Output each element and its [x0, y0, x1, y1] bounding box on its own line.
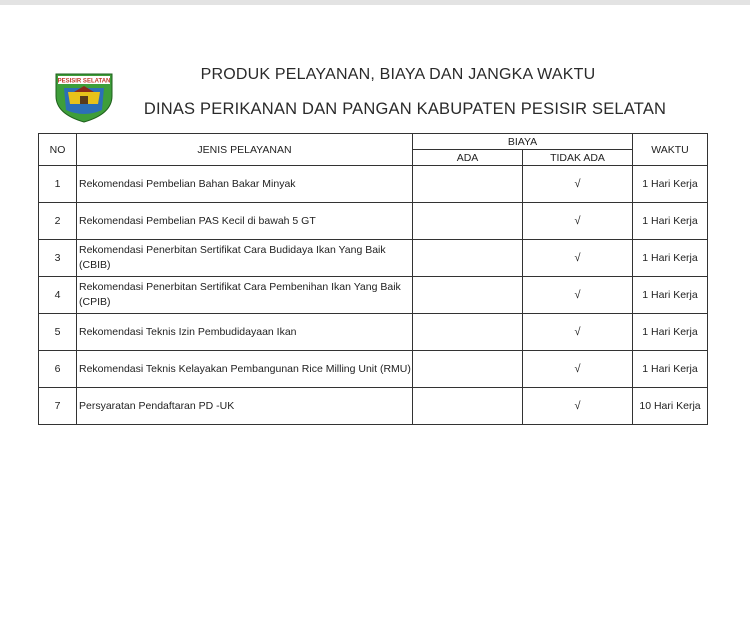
row-jenis: Rekomendasi Teknis Izin Pembudidayaan Ikan: [77, 314, 413, 351]
row-jenis: Rekomendasi Penerbitan Sertifikat Cara Pembenihan Ikan Yang Baik (CPIB): [77, 277, 413, 314]
row-jenis: Rekomendasi Teknis Kelayakan Pembangunan Rice Milling Unit (RMU): [77, 351, 413, 388]
top-edge: [0, 0, 750, 5]
row-tidak-ada: √: [523, 240, 633, 277]
row-waktu: 1 Hari Kerja: [633, 203, 708, 240]
row-waktu: 1 Hari Kerja: [633, 240, 708, 277]
row-jenis: Rekomendasi Penerbitan Sertifikat Cara Budidaya Ikan Yang Baik (CBIB): [77, 240, 413, 277]
row-ada: [413, 203, 523, 240]
row-jenis: Persyaratan Pendaftaran PD -UK: [77, 388, 413, 425]
row-no: 4: [39, 277, 77, 314]
header-no: NO: [39, 134, 77, 166]
header-biaya: BIAYA: [413, 134, 633, 150]
row-waktu: 1 Hari Kerja: [633, 277, 708, 314]
row-no: 2: [39, 203, 77, 240]
table-row: [39, 203, 708, 240]
header-tidak-ada: TIDAK ADA: [523, 150, 633, 166]
svg-text:PESISIR SELATAN: PESISIR SELATAN: [57, 78, 111, 85]
row-ada: [413, 388, 523, 425]
row-no: 6: [39, 351, 77, 388]
row-waktu: 1 Hari Kerja: [633, 166, 708, 203]
row-tidak-ada: √: [523, 314, 633, 351]
table-row: [39, 351, 708, 388]
table-row: [39, 314, 708, 351]
row-ada: [413, 314, 523, 351]
page-title-line2: DINAS PERIKANAN DAN PANGAN KABUPATEN PESISIR SELATAN: [143, 100, 667, 118]
header-jenis: JENIS PELAYANAN: [77, 134, 413, 166]
row-waktu: 10 Hari Kerja: [633, 388, 708, 425]
page-title-line1: PRODUK PELAYANAN, BIAYA DAN JANGKA WAKTU: [200, 66, 596, 83]
table-row: [39, 388, 708, 425]
table-row: [39, 277, 708, 314]
row-tidak-ada: √: [523, 203, 633, 240]
row-tidak-ada: √: [523, 166, 633, 203]
row-ada: [413, 166, 523, 203]
table-row: [39, 240, 708, 277]
row-no: 7: [39, 388, 77, 425]
row-jenis: Rekomendasi Pembelian PAS Kecil di bawah 5 GT: [77, 203, 413, 240]
row-tidak-ada: √: [523, 388, 633, 425]
services-table: [38, 133, 708, 425]
row-tidak-ada: √: [523, 277, 633, 314]
row-ada: [413, 240, 523, 277]
row-tidak-ada: √: [523, 351, 633, 388]
row-jenis: Rekomendasi Pembelian Bahan Bakar Minyak: [77, 166, 413, 203]
row-waktu: 1 Hari Kerja: [633, 314, 708, 351]
table-row: [39, 166, 708, 203]
row-no: 1: [39, 166, 77, 203]
header-waktu: WAKTU: [633, 134, 708, 166]
header-ada: ADA: [413, 150, 523, 166]
row-ada: [413, 351, 523, 388]
row-ada: [413, 277, 523, 314]
row-no: 3: [39, 240, 77, 277]
row-waktu: 1 Hari Kerja: [633, 351, 708, 388]
row-no: 5: [39, 314, 77, 351]
